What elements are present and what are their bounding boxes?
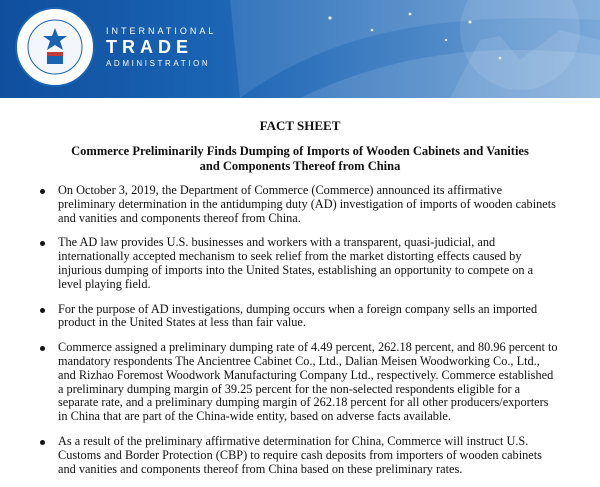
bullet-item xyxy=(40,236,560,291)
bullet-dot-icon xyxy=(40,346,45,351)
bullet-text: Commerce assigned a preliminary dumping rate of 4.49 percent, 262.18 percent, and 80.96 percent to mandatory respondents The Ancientree Cabinet Co., Ltd., Dalian Meisen Woodworking Co., Ltd., and Rizhao Foremost Woodwork Manufacturing Company Ltd., respectively. Commerce established a preliminary dumping margin of 39.25 percent for the non-selected respondents eligible for a separate rate, and a preliminary dumping margin of 262.18 percent for all other producers/exporters in China that are part of the China-wide entity, based on adverse facts available. xyxy=(58,340,558,424)
bullet-text: On October 3, 2019, the Department of Commerce (Commerce) announced its affirmative preliminary determination in the antidumping duty (AD) investigation of imports of wooden cabinets and vanities and components thereof from China. xyxy=(58,183,556,225)
agency-name xyxy=(106,26,216,68)
agency-line-2: TRADE xyxy=(106,37,193,57)
header-banner xyxy=(0,0,600,98)
agency-line-1: INTERNATIONAL xyxy=(106,26,217,36)
bullet-dot-icon xyxy=(40,241,45,246)
bullet-item xyxy=(40,435,560,476)
bullet-item xyxy=(40,184,560,225)
bullet-item xyxy=(40,303,560,331)
bullet-dot-icon xyxy=(40,189,45,194)
bullet-text: For the purpose of AD investigations, dumping occurs when a foreign company sells an imported product in the United States at less than fair value. xyxy=(58,301,538,330)
bullet-dot-icon xyxy=(40,440,45,445)
document-subtitle: Commerce Preliminarily Finds Dumping of Imports of Wooden Cabinets and Vanities and Components Thereof from China xyxy=(71,144,529,173)
bullet-dot-icon xyxy=(40,308,45,313)
document-title: FACT SHEET xyxy=(259,118,341,133)
department-of-commerce-seal-icon xyxy=(14,6,96,88)
bullet-text: As a result of the preliminary affirmative determination for China, Commerce will instruct U.S. Customs and Border Protection (CBP) to require cash deposits from importers of wooden cabinets and vanities and components thereof from China based on these preliminary rates. xyxy=(58,433,542,476)
bullet-text: The AD law provides U.S. businesses and workers with a transparent, quasi-judicial, and internationally accepted mechanism to seek relief from the market distorting effects caused by injurious dumping of imports into the United States, establishing an opportunity to compete on a level playing field. xyxy=(58,235,534,291)
bullet-item xyxy=(40,341,560,424)
agency-line-3: ADMINISTRATION xyxy=(106,59,211,68)
bullet-list xyxy=(40,184,560,487)
